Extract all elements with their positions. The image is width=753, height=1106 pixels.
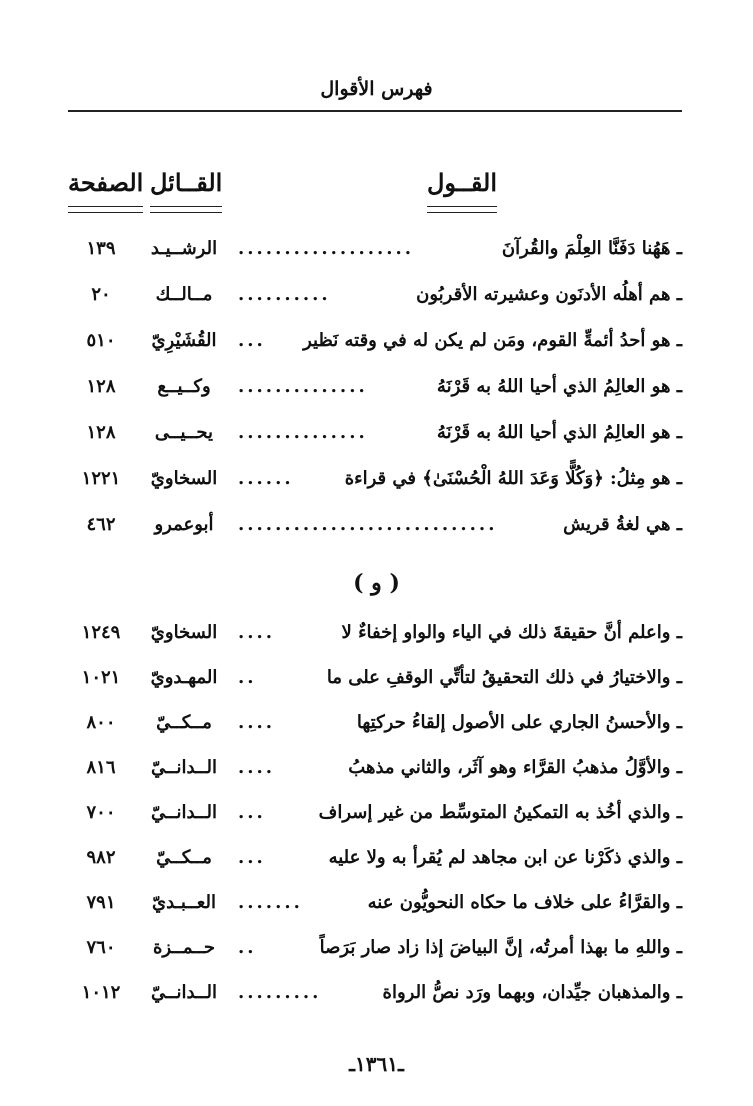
entry-sayer: يحــيــى: [154, 422, 214, 443]
column-header-underline: [68, 206, 143, 213]
entry-leader-dots: ...: [238, 847, 266, 868]
index-entry: [68, 422, 682, 462]
entry-leader-dots: ...: [238, 330, 266, 351]
entry-quote: ـ واللهِ ما بهذا أمرتُه، إنَّ البياضَ إذا زاد صار بَرَصاً: [319, 937, 682, 958]
entry-page: ٤٦٢: [86, 514, 116, 535]
entry-leader-dots: ..............: [238, 376, 368, 397]
entry-quote: ـ والقرَّاءُ على خلاف ما حكاه النحويُّون عنه: [367, 892, 682, 913]
column-header-page: [68, 168, 143, 197]
entry-leader-dots: .......: [238, 892, 303, 913]
page-number: ـ١٣٦١ـ: [349, 1052, 404, 1076]
column-header-underline: [150, 206, 222, 213]
index-entry: [68, 892, 682, 932]
index-entry: [68, 284, 682, 324]
entry-leader-dots: ......: [238, 468, 294, 489]
entry-sayer: الــدانــيّ: [150, 757, 218, 778]
entry-quote: ـ هو مِثلُ: ﴿وَكُلًّا وَعَدَ اللهُ الْحُسْنَىٰ﴾ في قراءة: [344, 468, 682, 489]
entry-leader-dots: ....: [238, 712, 276, 733]
entry-sayer: المهـدويّ: [150, 667, 218, 688]
entry-leader-dots: ..............: [238, 422, 368, 443]
entry-page: ١٣٩: [86, 238, 116, 259]
entry-quote: ـ والذي أخُذ به التمكينُ المتوسِّط من غير إسراف: [318, 802, 682, 823]
index-entry: [68, 330, 682, 370]
index-entry: [68, 667, 682, 707]
entry-quote: ـ والذي ذكَرْنا عن ابن مجاهد لم يُقرأ به ولا عليه: [328, 847, 682, 868]
entry-page: ١٢٨: [86, 422, 116, 443]
index-entry: [68, 847, 682, 887]
index-entry: [68, 757, 682, 797]
entry-sayer: مــكــيّ: [156, 712, 212, 733]
entry-sayer: أبوعمرو: [154, 514, 214, 535]
entry-sayer: مــالــك: [155, 284, 213, 305]
entry-sayer: السخاويّ: [150, 468, 218, 489]
column-header-page-label: الصفحة: [68, 168, 144, 197]
column-header-quote: [427, 168, 497, 197]
entry-leader-dots: ...................: [238, 238, 415, 259]
index-entry: [68, 376, 682, 416]
entry-quote: ـ هو العالِمُ الذي أحيا اللهُ به قَرْنَهُ: [436, 422, 682, 443]
header-rule: [68, 110, 682, 112]
entry-quote: ـ هم أهلُه الأدنَون وعشيرته الأقربُون: [416, 284, 682, 305]
entry-page: ٥١٠: [86, 330, 116, 351]
entry-page: ١٢٤٩: [81, 622, 121, 643]
entry-leader-dots: ..: [238, 667, 257, 688]
column-header-quote-label: القــول: [426, 168, 497, 197]
entry-leader-dots: ....: [238, 757, 276, 778]
entry-sayer: الــدانــيّ: [150, 802, 218, 823]
entry-sayer: مــكــيّ: [156, 847, 212, 868]
entry-leader-dots: ..: [238, 937, 257, 958]
entry-page: ٧٩١: [86, 892, 116, 913]
entry-leader-dots: ..........: [238, 284, 331, 305]
index-entry: [68, 982, 682, 1022]
index-entry: [68, 802, 682, 842]
entry-page: ١٢٨: [86, 376, 116, 397]
entry-page: ٨٠٠: [86, 712, 116, 733]
index-entry: [68, 238, 682, 278]
entry-page: ٨١٦: [86, 757, 116, 778]
column-header-underline: [427, 206, 497, 213]
index-entry: [68, 937, 682, 977]
entry-sayer: حــمــزة: [153, 937, 215, 958]
entry-page: ٩٨٢: [86, 847, 116, 868]
entry-page: ١٢٢١: [81, 468, 121, 489]
index-entry: [68, 468, 682, 508]
entry-quote: ـ هَهُنا دَفَنَّا العِلْمَ والقُرآنَ: [501, 238, 682, 259]
column-header-sayer: [150, 168, 222, 197]
index-entry: [68, 712, 682, 752]
entry-quote: ـ واعلم أنَّ حقيقةَ ذلك في الياء والواو إخفاءٌ لا: [341, 622, 682, 643]
entry-leader-dots: ............................: [238, 514, 498, 535]
section-heading-waw: ( و ): [353, 570, 400, 596]
entry-sayer: السخاويّ: [150, 622, 218, 643]
entry-quote: ـ والأحسنُ الجاري على الأصول إلقاءُ حركتِها: [356, 712, 682, 733]
running-head: فهرس الأقوال: [320, 78, 433, 100]
entry-sayer: القُشَيْرِيّ: [151, 330, 217, 351]
entry-page: ٧٦٠: [86, 937, 116, 958]
entry-leader-dots: .........: [238, 982, 322, 1003]
entry-sayer: الرشــيـد: [150, 238, 218, 259]
entry-sayer: الــدانــيّ: [150, 982, 218, 1003]
entry-page: ٧٠٠: [86, 802, 116, 823]
entry-leader-dots: ...: [238, 802, 266, 823]
entry-quote: ـ والاختيارُ في ذلك التحقيقُ لتأتِّي الوقفِ على ما: [326, 667, 682, 688]
entry-leader-dots: ....: [238, 622, 276, 643]
entry-sayer: وكــيــع: [157, 376, 211, 397]
entry-page: ١٠١٢: [81, 982, 121, 1003]
entry-quote: ـ هي لغةُ قريش: [563, 514, 682, 535]
entry-sayer: العــبـديّ: [152, 892, 216, 913]
entry-quote: ـ هو العالِمُ الذي أحيا اللهُ به قَرْنَهُ: [436, 376, 682, 397]
entry-quote: ـ والأوَّلُ مذهبُ القرَّاء وهو آثَر، والثاني مذهبُ: [348, 757, 682, 778]
column-header-sayer-label: القــائل: [150, 168, 223, 197]
entry-page: ٢٠: [91, 284, 111, 305]
index-entry: [68, 514, 682, 554]
index-entry: [68, 622, 682, 662]
entry-quote: ـ والمذهبان جيِّدان، وبهما ورَد نصُّ الرواة: [382, 982, 682, 1003]
entry-quote: ـ هو أحدُ أئمةِّ القوم، ومَن لم يكن له في وقته نَظير: [303, 330, 682, 351]
entry-page: ١٠٢١: [81, 667, 121, 688]
